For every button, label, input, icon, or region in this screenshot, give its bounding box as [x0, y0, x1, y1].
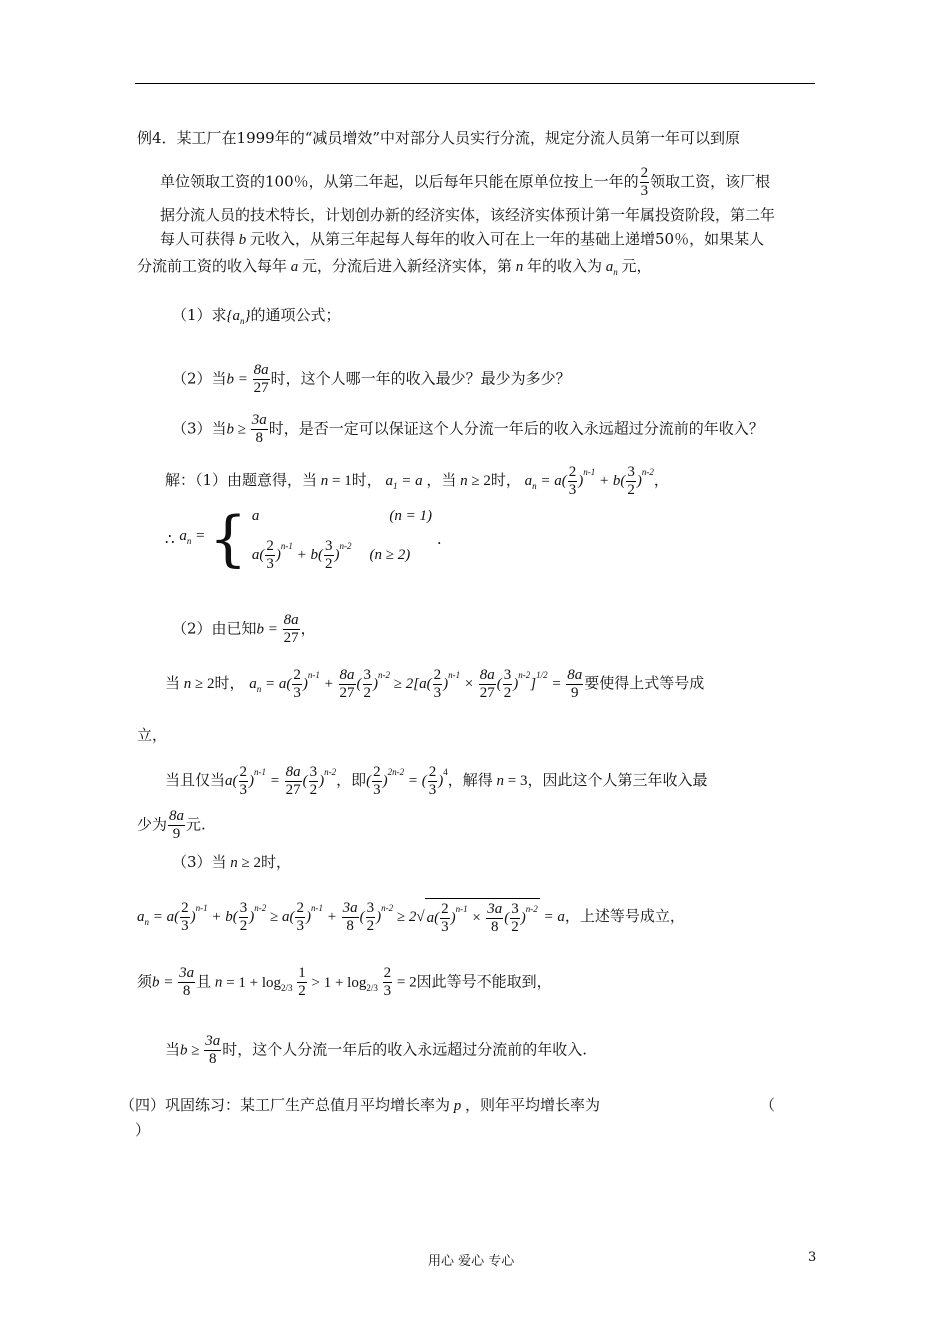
- exercise: （四）巩固练习：某工厂生产总值月平均增长率为 p ，则年平均增长率为: [120, 1096, 601, 1114]
- question-3: （3）当b ≥ $\frac{3a}{8}$ 时，是否一定可以保证这个人分流一年后的收入永远超过分流前的年收入？: [172, 412, 764, 446]
- footer-motto: 用心 爱心 专心: [428, 1254, 515, 1269]
- exercise-paren-open: （: [760, 1096, 776, 1114]
- piecewise-formula: ∴ $a_n$ = { a (n = 1) a( $\frac{2}{3}$ )$^{n-1}$ + b( $\frac{3}{2}$ )$^{n-2}$(n ≥ 2) .: [165, 503, 442, 574]
- solution-3: （3）当 n ≥ 2时，: [172, 853, 292, 871]
- example-line-4: 每人可获得 b 元收入，从第三年起每人每年的收入可在上一年的基础上递增50％，如果某人: [160, 230, 765, 248]
- solution-1: 解：（1）由题意得，当 n = 1时， $a_1 = a$ ，当 n ≥ 2时， $a_n = a$( $\frac{2}{3}$ )$^{n-1}$ + b( $\frac{3}{2}$ )$^{n-2}$，: [165, 463, 669, 498]
- question-1: （1）求$\{a_n\}$的通项公式；: [172, 306, 341, 326]
- solution-3-conclusion: 当b ≥ $\frac{3a}{8}$ 时，这个人分流一年后的收入永远超过分流前的年收入.: [165, 1033, 588, 1067]
- solution-2-li: 立，: [137, 726, 168, 744]
- solution-3-ineq: $a_n = a$( $\frac{2}{3}$ )$^{n-1}$ + b( $\frac{3}{2}$ )$^{n-2}$ ≥ a( $\frac{2}{3}$ )$^{n-1}$ + $\frac{3a}{8}$ ( $\frac{3}{2}$ )$^{n-2}$ ≥ 2√ a( $\frac{2}{3}$ )$^{n-1}$ × $\frac{3a}{8}$ ( $\frac{3}{2}$ )$^{n-2}$ = a，上述等号成立，: [137, 899, 685, 936]
- solution-2-ineq: 当 n ≥ 2时， $a_n = a$( $\frac{2}{3}$ )$^{n-1}$ + $\frac{8a}{27}$ ( $\frac{3}{2}$ )$^{n-2}$ ≥ 2[a( $\frac{2}{3}$ )$^{n-1}$ × $\frac{8a}{27}$ ( $\frac{3}{2}$ )$^{n-2}$]$^{1/2}$ = $\frac{8a}{9}$ 要使得上式等号成: [165, 666, 705, 701]
- question-2: （2）当b = $\frac{8a}{27}$ 时，这个人哪一年的收入最少？最少为多少？: [172, 362, 571, 396]
- header-rule: [135, 83, 815, 84]
- example-line-5: 分流前工资的收入每年 a 元，分流后进入新经济实体，第 n 年的收入为 $a_n$ 元，: [137, 257, 652, 277]
- example-line-2: 单位领取工资的100％，从第二年起，以后每年只能在原单位按上一年的 $\frac{2}{3}$ 领取工资，该厂根: [160, 165, 771, 199]
- page-number: 3: [808, 1250, 817, 1265]
- exercise-paren-close: ）: [135, 1121, 151, 1139]
- solution-2-iff: 当且仅当a( $\frac{2}{3}$ )$^{n-1}$ = $\frac{8a}{27}$ ( $\frac{3}{2}$ )$^{n-2}$，即( $\frac{2}{3}$ )$^{2n-2}$ = ( $\frac{2}{3}$ )$^4$，解得 n = 3，因此这个人第三年收入最: [165, 763, 708, 798]
- solution-3-need: 须b = $\frac{3a}{8}$ 且 $n = 1 + \log_{2/3}$ $\frac{1}{2}$ > $1 + \log_{2/3}$ $\frac{2}{3}$ = 2因此等号不能取到，: [137, 965, 552, 999]
- solution-2: （2）由已知b = $\frac{8a}{27}$ ，: [172, 612, 316, 646]
- solution-2-min: 少为 $\frac{8a}{9}$ 元.: [137, 808, 206, 842]
- example-line-1: 例4．某工厂在1999年的“减员增效”中对部分人员实行分流，规定分流人员第一年可以到原: [137, 129, 741, 147]
- example-line-3: 据分流人员的技术特长，计划创办新的经济实体，该经济实体预计第一年属投资阶段，第二年: [160, 206, 776, 224]
